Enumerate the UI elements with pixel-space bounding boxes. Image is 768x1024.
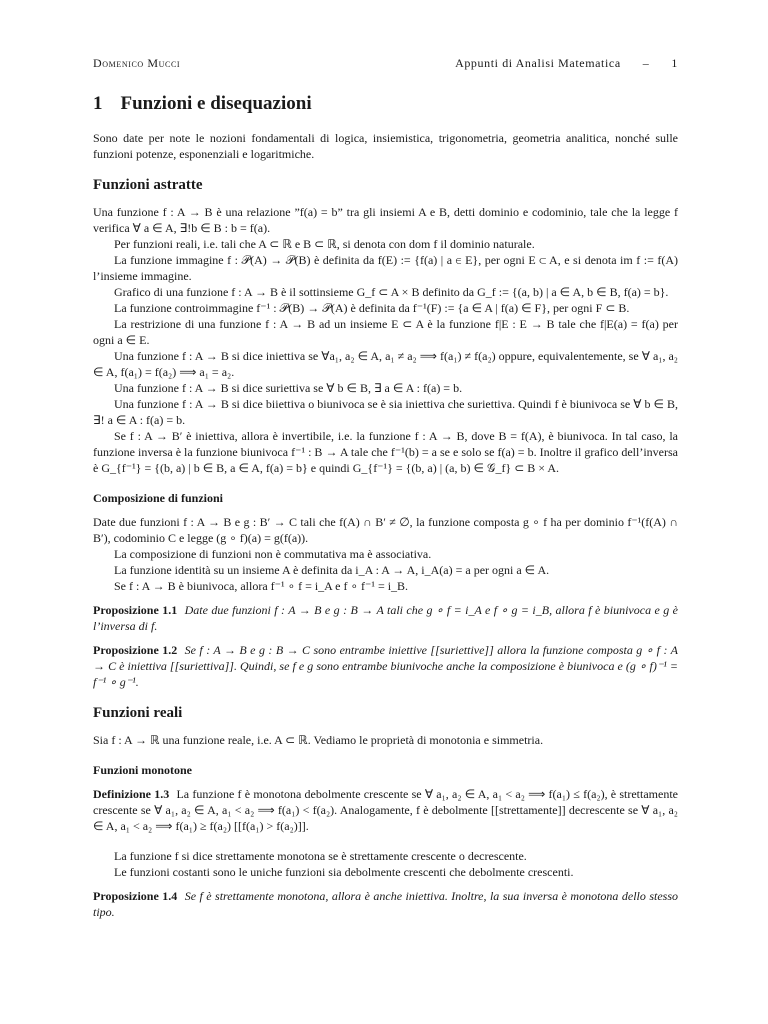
header-author: Domenico Mucci <box>93 56 181 70</box>
heading-funzioni-reali: Funzioni reali <box>93 705 183 721</box>
section-heading <box>93 92 678 116</box>
paragraph-grafico: Grafico di una funzione f : A → B è il sottinsieme G_f ⊂ A × B definito da G_f := {(a, b) | a ∈ A, b ∈ B, f(a) = b}. <box>114 285 669 299</box>
heading-funzioni-monotone: Funzioni monotone <box>93 763 193 777</box>
paragraph-suriettiva: Una funzione f : A → B si dice suriettiva se ∀ b ∈ B, ∃ a ∈ A : f(a) = b. <box>114 381 463 395</box>
proposition-label: Proposizione 1.1 <box>93 603 178 617</box>
definition-1-3 <box>93 786 678 834</box>
paragraph-composta: Date due funzioni f : A → B e g : B′ → C tali che f(A) ∩ B′ ≠ ∅, la funzione composta g ∘ f ha per dominio f⁻¹(f(A) ∩ B′), codominio C e legge (g ∘ f)(a) = g(f(a)). <box>93 515 678 545</box>
proposition-label: Proposizione 1.4 <box>93 889 178 903</box>
paragraph-funzione-def: Una funzione f : A → B è una relazione ”f(a) = b” tra gli insiemi A e B, detti dominio e codominio, tale che la legge f verifica ∀ a ∈ A, ∃!b ∈ B : b = f(a). <box>93 205 678 235</box>
proposition-text: Se f : A → B e g : B → C sono entrambe iniettive [[suriettive]] allora la funzione composta g ∘ f : A → C è iniettiva [[suriettiva]]. Quindi, se f e g sono entrambe biunivoche anche la composizione è biunivoca e (g ∘ f)⁻¹ = f⁻¹ ∘ g⁻¹. <box>93 643 679 689</box>
paragraph-strettamente-monotona: La funzione f si dice strettamente monotona se è strettamente crescente o decrescente. <box>114 849 527 863</box>
paragraph-inversa-composta: Se f : A → B è biunivoca, allora f⁻¹ ∘ f = i_A e f ∘ f⁻¹ = i_B. <box>114 579 409 593</box>
paragraph-restrizione: La restrizione di una funzione f : A → B ad un insieme E ⊂ A è la funzione f|E : E → B tale che f|E(a) = f(a) per ogni a ∈ E. <box>93 317 678 347</box>
spacer <box>93 840 678 848</box>
definition-text: La funzione f è monotona debolmente crescente se ∀ a₁, a₂ ∈ A, a₁ < a₂ ⟹ f(a₁) ≤ f(a₂), è strettamente crescente se ∀ a₁, a₂ ∈ A, a₁ < a₂ ⟹ f(a₁) < f(a₂). Analogamente, f è debolmente [[strettamente]] decrescente se ∀ a₁, a₂ ∈ A, a₁ < a₂ ⟹ f(a₁) ≥ f(a₂) [[f(a₁) > f(a₂)]]. <box>93 787 678 833</box>
section-title: Funzioni e disequazioni <box>120 93 312 114</box>
paragraph-biiettiva: Una funzione f : A → B si dice biiettiva o biunivoca se è sia iniettiva che suriettiva. Quindi f è biunivoca se ∀ b ∈ B, ∃! a ∈ A : f(a) = b. <box>93 397 678 427</box>
paragraph-costanti: Le funzioni costanti sono le uniche funzioni sia debolmente crescenti che debolmente crescenti. <box>114 865 574 879</box>
proposition-text: Date due funzioni f : A → B e g : B → A tali che g ∘ f = i_A e f ∘ g = i_B, allora f è biunivoca e g è l’inversa di f. <box>93 603 679 633</box>
proposition-1-4 <box>93 888 678 920</box>
proposition-1-2 <box>93 642 678 690</box>
paragraph-controimmagine: La funzione controimmagine f⁻¹ : 𝒫(B) → 𝒫(A) è definita da f⁻¹(F) := {a ∈ A | f(a) ∈ F}, per ogni F ⊂ B. <box>114 301 630 315</box>
paragraph-identita: La funzione identità su un insieme A è definita da i_A : A → A, i_A(a) = a per ogni a ∈ A. <box>114 563 550 577</box>
paragraph-funzione-immagine: La funzione immagine f : 𝒫(A) → 𝒫(B) è definita da f(E) := {f(a) | a ∈ E}, per ogni E ⊂ A, e si denota im f := f(A) l’insieme immagine. <box>93 253 678 283</box>
proposition-label: Proposizione 1.2 <box>93 643 178 657</box>
main-content <box>93 92 678 926</box>
paragraph-associativa: La composizione di funzioni non è commutativa ma è associativa. <box>114 547 432 561</box>
proposition-text: Se f è strettamente monotona, allora è anche iniettiva. Inoltre, la sua inversa è monotona dello stesso tipo. <box>93 889 679 919</box>
header-right <box>455 56 678 71</box>
heading-funzioni-astratte: Funzioni astratte <box>93 177 203 193</box>
intro-paragraph: Sono date per note le nozioni fondamentali di logica, insiemistica, trigonometria, geometria analitica, nonché sulle funzioni potenze, esponenziali e logaritmiche. <box>93 131 678 161</box>
header-page-number: 1 <box>671 56 678 70</box>
header-dash: – <box>642 56 650 70</box>
definition-label: Definizione 1.3 <box>93 787 170 801</box>
paragraph-funzioni-reali: Per funzioni reali, i.e. tali che A ⊂ ℝ e B ⊂ ℝ, si denota con dom f il dominio naturale. <box>114 237 535 251</box>
paragraph-iniettiva: Una funzione f : A → B si dice iniettiva se ∀a₁, a₂ ∈ A, a₁ ≠ a₂ ⟹ f(a₁) ≠ f(a₂) oppure, equivalentemente, se ∀ a₁, a₂ ∈ A, f(a₁) = f(a₂) ⟹ a₁ = a₂. <box>93 349 678 379</box>
section-number: 1 <box>93 93 103 114</box>
paragraph-invertibile: Se f : A → B′ è iniettiva, allora è invertibile, i.e. la funzione f : A → B, dove B = f(A), è biunivoca. In tal caso, la funzione inversa è la funzione biunivoca f⁻¹ : B → A tale che f⁻¹(b) = a se e solo se f(a) = b. Inoltre il grafico dell’inversa è G_{f⁻¹} = {(b, a) | b ∈ B, a ∈ A, f(a) = b} e quindi G_{f⁻¹} = {(b, a) | (a, b) ∈ 𝒢_f} ⊂ B × A. <box>93 429 678 475</box>
proposition-1-1 <box>93 602 678 634</box>
paragraph-reali-intro: Sia f : A → ℝ una funzione reale, i.e. A ⊂ ℝ. Vediamo le proprietà di monotonia e simmetria. <box>93 733 544 747</box>
heading-composizione: Composizione di funzioni <box>93 491 224 505</box>
running-header <box>93 56 678 71</box>
header-title: Appunti di Analisi Matematica <box>455 56 621 70</box>
